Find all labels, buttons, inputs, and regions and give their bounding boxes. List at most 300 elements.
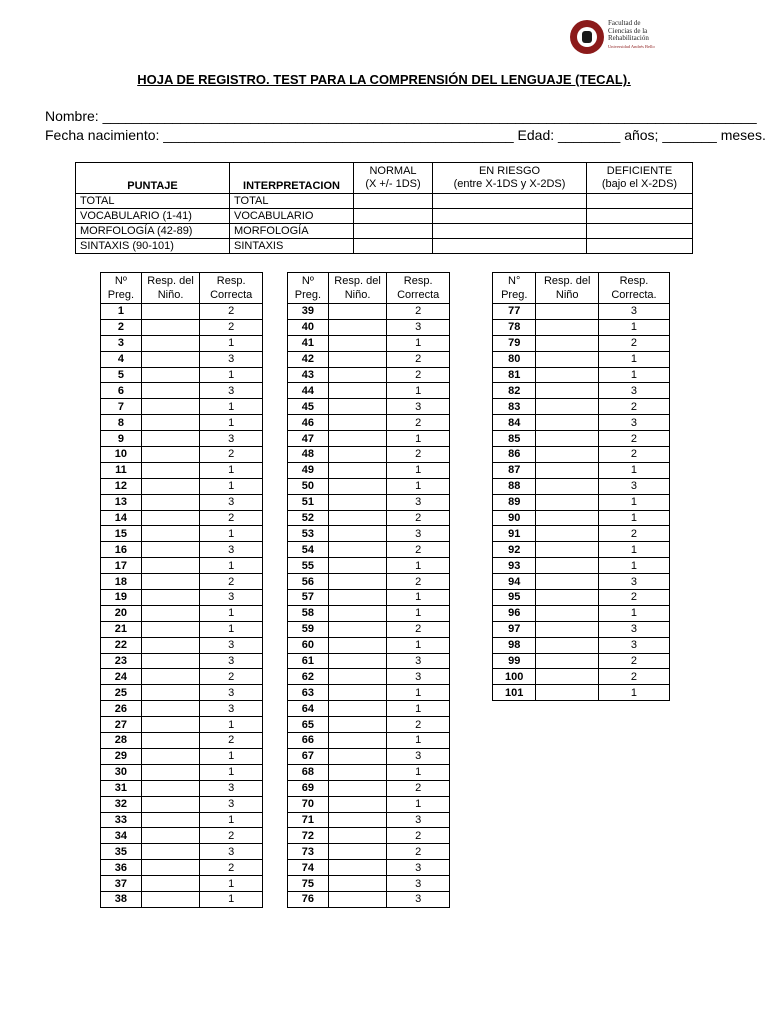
child-response-cell[interactable] [141, 526, 200, 542]
score-cell[interactable] [587, 239, 693, 254]
child-response-cell[interactable] [328, 447, 387, 463]
question-number: 77 [493, 304, 536, 320]
child-response-cell[interactable] [328, 621, 387, 637]
correct-answer: 2 [387, 717, 450, 733]
university-logo [570, 18, 680, 58]
child-response-cell[interactable] [536, 478, 599, 494]
child-response-cell[interactable] [141, 399, 200, 415]
child-response-cell[interactable] [328, 542, 387, 558]
child-response-cell[interactable] [328, 304, 387, 320]
child-response-cell[interactable] [328, 828, 387, 844]
correct-answer: 2 [387, 780, 450, 796]
correct-answer: 2 [598, 590, 669, 606]
child-response-cell[interactable] [328, 319, 387, 335]
child-response-cell[interactable] [141, 319, 200, 335]
child-response-cell[interactable] [141, 447, 200, 463]
score-table [75, 162, 693, 254]
child-response-cell[interactable] [141, 669, 200, 685]
child-response-cell[interactable] [328, 383, 387, 399]
question-number: 95 [493, 590, 536, 606]
question-number: 13 [101, 494, 142, 510]
child-response-cell[interactable] [536, 542, 599, 558]
child-response-cell[interactable] [536, 590, 599, 606]
question-row [101, 860, 263, 876]
child-response-cell[interactable] [536, 494, 599, 510]
child-response-cell[interactable] [328, 812, 387, 828]
question-row [493, 351, 670, 367]
child-response-cell[interactable] [328, 637, 387, 653]
child-response-cell[interactable] [141, 637, 200, 653]
score-row: VOCABULARIO (1-41) VOCABULARIO [76, 209, 693, 224]
question-row [101, 478, 263, 494]
question-row [101, 367, 263, 383]
score-cell[interactable] [587, 209, 693, 224]
child-response-cell[interactable] [536, 574, 599, 590]
question-row [101, 494, 263, 510]
question-row [288, 399, 450, 415]
question-row [493, 653, 670, 669]
question-row [493, 478, 670, 494]
correct-answer: 1 [598, 542, 669, 558]
question-number: 38 [101, 891, 142, 907]
child-response-cell[interactable] [141, 621, 200, 637]
question-row [288, 431, 450, 447]
correct-answer: 2 [387, 844, 450, 860]
question-row [101, 717, 263, 733]
correct-answer: 1 [387, 478, 450, 494]
child-response-cell[interactable] [536, 399, 599, 415]
score-cell[interactable] [354, 224, 433, 239]
question-number: 26 [101, 701, 142, 717]
correct-answer: 2 [200, 669, 263, 685]
child-response-cell[interactable] [141, 780, 200, 796]
correct-answer: 2 [200, 828, 263, 844]
question-number: 30 [101, 764, 142, 780]
correct-answer: 1 [200, 605, 263, 621]
child-response-cell[interactable] [141, 542, 200, 558]
question-row [101, 812, 263, 828]
question-number: 25 [101, 685, 142, 701]
question-number: 34 [101, 828, 142, 844]
correct-answer: 3 [598, 574, 669, 590]
child-response-cell[interactable] [328, 764, 387, 780]
child-response-cell[interactable] [328, 462, 387, 478]
question-number: 55 [288, 558, 329, 574]
child-response-cell[interactable] [328, 844, 387, 860]
correct-answer: 1 [200, 717, 263, 733]
correct-answer: 3 [387, 669, 450, 685]
question-row [101, 733, 263, 749]
child-response-cell[interactable] [141, 876, 200, 892]
question-row [288, 637, 450, 653]
university-seal-icon [570, 20, 604, 54]
correct-answer: 3 [200, 685, 263, 701]
question-number: 29 [101, 748, 142, 764]
child-response-cell[interactable] [141, 335, 200, 351]
child-response-cell[interactable] [141, 605, 200, 621]
child-response-cell[interactable] [141, 828, 200, 844]
child-response-cell[interactable] [141, 415, 200, 431]
child-response-cell[interactable] [141, 764, 200, 780]
child-response-cell[interactable] [328, 590, 387, 606]
child-response-cell[interactable] [328, 335, 387, 351]
child-response-cell[interactable] [536, 304, 599, 320]
child-response-cell[interactable] [536, 335, 599, 351]
child-response-cell[interactable] [328, 748, 387, 764]
correct-answer: 3 [200, 431, 263, 447]
correct-answer: 1 [387, 701, 450, 717]
correct-answer: 2 [387, 828, 450, 844]
question-number: 21 [101, 621, 142, 637]
child-response-cell[interactable] [141, 717, 200, 733]
child-response-cell[interactable] [141, 462, 200, 478]
question-number: 11 [101, 462, 142, 478]
question-number: 7 [101, 399, 142, 415]
header-puntaje: PUNTAJE [76, 163, 230, 194]
correct-answer: 2 [200, 319, 263, 335]
answers-table-3 [492, 272, 670, 701]
correct-answer: 1 [200, 748, 263, 764]
question-number: 32 [101, 796, 142, 812]
question-row [101, 383, 263, 399]
question-number: 96 [493, 605, 536, 621]
child-response-cell[interactable] [328, 876, 387, 892]
child-response-cell[interactable] [328, 733, 387, 749]
child-response-cell[interactable] [328, 701, 387, 717]
correct-answer: 3 [200, 844, 263, 860]
question-number: 70 [288, 796, 329, 812]
score-cell[interactable] [433, 194, 587, 209]
question-row [493, 685, 670, 701]
question-number: 6 [101, 383, 142, 399]
question-row [101, 876, 263, 892]
child-response-cell[interactable] [536, 351, 599, 367]
question-row [493, 494, 670, 510]
correct-answer: 3 [200, 494, 263, 510]
child-response-cell[interactable] [328, 669, 387, 685]
child-response-cell[interactable] [328, 351, 387, 367]
question-number: 14 [101, 510, 142, 526]
score-cell[interactable] [587, 194, 693, 209]
child-response-cell[interactable] [141, 701, 200, 717]
question-number: 81 [493, 367, 536, 383]
question-row [288, 733, 450, 749]
child-response-cell[interactable] [328, 367, 387, 383]
question-row [288, 494, 450, 510]
correct-answer: 1 [200, 367, 263, 383]
question-row [288, 844, 450, 860]
question-row [493, 335, 670, 351]
child-response-cell[interactable] [536, 431, 599, 447]
child-response-cell[interactable] [536, 510, 599, 526]
question-row [288, 351, 450, 367]
question-number: 45 [288, 399, 329, 415]
child-response-cell[interactable] [536, 558, 599, 574]
child-response-cell[interactable] [536, 447, 599, 463]
child-response-cell[interactable] [141, 733, 200, 749]
score-cell[interactable] [433, 224, 587, 239]
correct-answer: 1 [387, 335, 450, 351]
question-number: 51 [288, 494, 329, 510]
question-number: 4 [101, 351, 142, 367]
question-row [101, 542, 263, 558]
question-number: 50 [288, 478, 329, 494]
correct-answer: 1 [387, 796, 450, 812]
question-number: 64 [288, 701, 329, 717]
score-cell[interactable] [433, 209, 587, 224]
logo-text: Facultad de Ciencias de la Rehabilitación Universidad Andrés Bello [608, 19, 655, 49]
correct-answer: 2 [598, 653, 669, 669]
question-row [288, 653, 450, 669]
correct-answer: 3 [598, 637, 669, 653]
question-row [288, 669, 450, 685]
child-response-cell[interactable] [141, 351, 200, 367]
score-cell[interactable] [354, 209, 433, 224]
correct-answer: 2 [598, 431, 669, 447]
correct-answer: 2 [387, 415, 450, 431]
correct-answer: 3 [598, 621, 669, 637]
correct-answer: 1 [598, 685, 669, 701]
header-interpretacion: INTERPRETACION [230, 163, 354, 194]
question-number: 100 [493, 669, 536, 685]
child-response-cell[interactable] [536, 685, 599, 701]
child-response-cell[interactable] [328, 494, 387, 510]
child-response-cell[interactable] [328, 574, 387, 590]
child-response-cell[interactable] [141, 478, 200, 494]
child-response-cell[interactable] [328, 510, 387, 526]
header-deficiente: DEFICIENTE (bajo el X-2DS) [587, 163, 693, 194]
question-number: 3 [101, 335, 142, 351]
child-response-cell[interactable] [328, 399, 387, 415]
question-row [101, 304, 263, 320]
correct-answer: 1 [200, 764, 263, 780]
child-response-cell[interactable] [536, 605, 599, 621]
child-response-cell[interactable] [328, 478, 387, 494]
score-cell[interactable] [433, 239, 587, 254]
child-response-cell[interactable] [141, 383, 200, 399]
question-row [101, 637, 263, 653]
question-number: 83 [493, 399, 536, 415]
child-response-cell[interactable] [141, 590, 200, 606]
correct-answer: 3 [387, 876, 450, 892]
child-response-cell[interactable] [328, 605, 387, 621]
child-response-cell[interactable] [141, 558, 200, 574]
question-number: 62 [288, 669, 329, 685]
correct-answer: 1 [598, 510, 669, 526]
question-number: 9 [101, 431, 142, 447]
correct-answer: 1 [200, 621, 263, 637]
question-row [101, 462, 263, 478]
question-number: 46 [288, 415, 329, 431]
child-response-cell[interactable] [141, 685, 200, 701]
question-number: 97 [493, 621, 536, 637]
question-number: 24 [101, 669, 142, 685]
question-row [288, 462, 450, 478]
child-response-cell[interactable] [141, 891, 200, 907]
child-response-cell[interactable] [328, 526, 387, 542]
question-number: 69 [288, 780, 329, 796]
question-number: 52 [288, 510, 329, 526]
question-row [288, 621, 450, 637]
correct-answer: 1 [598, 494, 669, 510]
correct-answer: 3 [200, 637, 263, 653]
question-row [288, 304, 450, 320]
child-response-cell[interactable] [328, 717, 387, 733]
fecha-edad-field[interactable]: Fecha nacimiento: _____________________________________________ Edad: ________ años; _______ meses. [45, 127, 766, 143]
child-response-cell[interactable] [141, 367, 200, 383]
question-row [493, 526, 670, 542]
child-response-cell[interactable] [328, 891, 387, 907]
header-en-riesgo: EN RIESGO (entre X-1DS y X-2DS) [433, 163, 587, 194]
question-row [101, 669, 263, 685]
correct-answer: 2 [387, 304, 450, 320]
child-response-cell[interactable] [141, 748, 200, 764]
correct-answer: 2 [387, 542, 450, 558]
child-response-cell[interactable] [328, 860, 387, 876]
correct-answer: 3 [200, 590, 263, 606]
question-row [288, 780, 450, 796]
correct-answer: 3 [387, 526, 450, 542]
question-number: 36 [101, 860, 142, 876]
question-row [288, 558, 450, 574]
question-row [288, 701, 450, 717]
question-number: 67 [288, 748, 329, 764]
child-response-cell[interactable] [141, 653, 200, 669]
child-response-cell[interactable] [141, 860, 200, 876]
child-response-cell[interactable] [536, 462, 599, 478]
question-row [288, 319, 450, 335]
question-row [288, 764, 450, 780]
question-row [101, 780, 263, 796]
question-number: 2 [101, 319, 142, 335]
correct-answer: 1 [387, 733, 450, 749]
question-number: 73 [288, 844, 329, 860]
correct-answer: 3 [200, 701, 263, 717]
child-response-cell[interactable] [141, 574, 200, 590]
child-response-cell[interactable] [141, 431, 200, 447]
child-response-cell[interactable] [328, 653, 387, 669]
child-response-cell[interactable] [536, 383, 599, 399]
child-response-cell[interactable] [536, 415, 599, 431]
correct-answer: 3 [598, 415, 669, 431]
child-response-cell[interactable] [536, 367, 599, 383]
child-response-cell[interactable] [141, 796, 200, 812]
score-cell[interactable] [354, 239, 433, 254]
child-response-cell[interactable] [536, 637, 599, 653]
child-response-cell[interactable] [328, 780, 387, 796]
score-cell[interactable] [354, 194, 433, 209]
question-number: 60 [288, 637, 329, 653]
correct-answer: 2 [200, 510, 263, 526]
child-response-cell[interactable] [536, 653, 599, 669]
question-number: 68 [288, 764, 329, 780]
question-row [101, 685, 263, 701]
child-response-cell[interactable] [141, 844, 200, 860]
correct-answer: 3 [200, 542, 263, 558]
correct-answer: 2 [200, 733, 263, 749]
child-response-cell[interactable] [536, 669, 599, 685]
answers-table-header: N° Preg. Resp. del Niño Resp. Correcta. [493, 273, 670, 304]
answers-table-header: Nº Preg. Resp. del Niño. Resp. Correcta [288, 273, 450, 304]
score-row: TOTAL TOTAL [76, 194, 693, 209]
correct-answer: 3 [598, 304, 669, 320]
child-response-cell[interactable] [328, 796, 387, 812]
correct-answer: 1 [200, 876, 263, 892]
question-row [288, 717, 450, 733]
child-response-cell[interactable] [141, 494, 200, 510]
correct-answer: 1 [200, 812, 263, 828]
question-number: 74 [288, 860, 329, 876]
answers-table-2 [287, 272, 450, 908]
question-row [101, 399, 263, 415]
correct-answer: 3 [387, 860, 450, 876]
question-row [493, 558, 670, 574]
header-normal: NORMAL (X +/- 1DS) [354, 163, 433, 194]
nombre-field[interactable]: Nombre: ____________________________________________________________________________________ [45, 108, 757, 124]
child-response-cell[interactable] [328, 415, 387, 431]
question-number: 56 [288, 574, 329, 590]
question-number: 90 [493, 510, 536, 526]
child-response-cell[interactable] [536, 526, 599, 542]
correct-answer: 1 [387, 431, 450, 447]
question-row [101, 621, 263, 637]
question-row [288, 526, 450, 542]
correct-answer: 1 [200, 399, 263, 415]
child-response-cell[interactable] [536, 621, 599, 637]
score-table-header [76, 163, 693, 194]
question-number: 28 [101, 733, 142, 749]
question-row [493, 399, 670, 415]
correct-answer: 1 [200, 415, 263, 431]
question-number: 94 [493, 574, 536, 590]
correct-answer: 1 [598, 319, 669, 335]
question-row [288, 415, 450, 431]
question-row [288, 383, 450, 399]
score-cell[interactable] [587, 224, 693, 239]
question-number: 101 [493, 685, 536, 701]
question-number: 1 [101, 304, 142, 320]
correct-answer: 3 [200, 383, 263, 399]
child-response-cell[interactable] [328, 558, 387, 574]
question-row [101, 351, 263, 367]
correct-answer: 1 [598, 462, 669, 478]
child-response-cell[interactable] [328, 685, 387, 701]
question-row [493, 669, 670, 685]
question-number: 76 [288, 891, 329, 907]
correct-answer: 1 [598, 605, 669, 621]
question-number: 35 [101, 844, 142, 860]
child-response-cell[interactable] [141, 510, 200, 526]
correct-answer: 2 [387, 367, 450, 383]
question-number: 82 [493, 383, 536, 399]
correct-answer: 1 [200, 335, 263, 351]
correct-answer: 1 [200, 478, 263, 494]
question-number: 49 [288, 462, 329, 478]
child-response-cell[interactable] [536, 319, 599, 335]
question-number: 27 [101, 717, 142, 733]
question-row [288, 447, 450, 463]
score-row: SINTAXIS (90-101) SINTAXIS [76, 239, 693, 254]
child-response-cell[interactable] [328, 431, 387, 447]
question-number: 84 [493, 415, 536, 431]
correct-answer: 1 [598, 367, 669, 383]
question-row [288, 542, 450, 558]
child-response-cell[interactable] [141, 812, 200, 828]
child-response-cell[interactable] [141, 304, 200, 320]
question-number: 72 [288, 828, 329, 844]
question-row [101, 415, 263, 431]
correct-answer: 3 [598, 478, 669, 494]
